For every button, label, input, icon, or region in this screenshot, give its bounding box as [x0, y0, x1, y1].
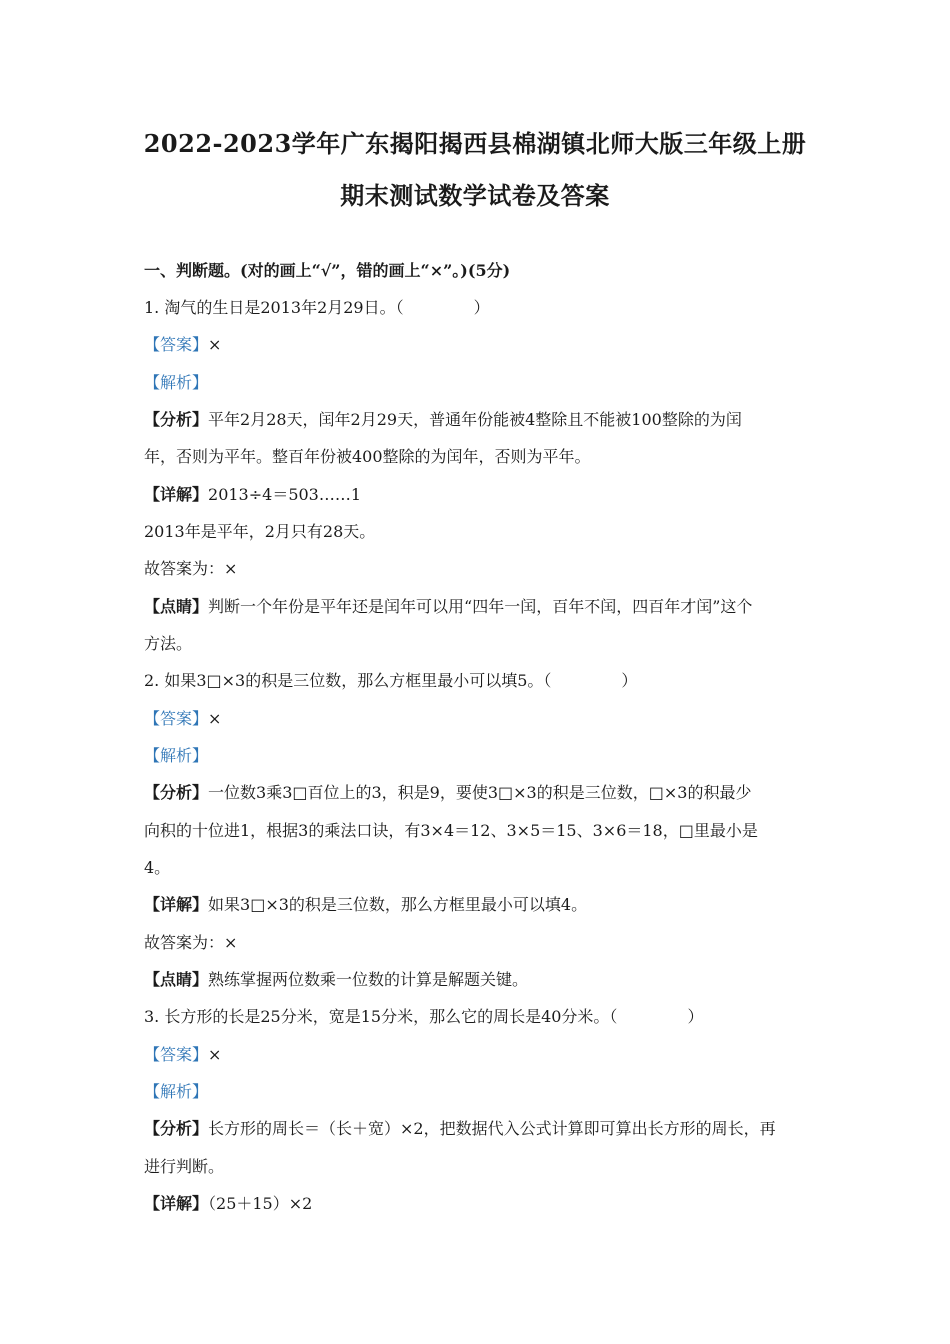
- text-span: 【点睛】: [144, 970, 209, 989]
- document-title-line1: 2022-2023学年广东揭阳揭西县棉湖镇北师大版三年级上册: [143, 129, 807, 158]
- text-span: 长方形的周长＝（长＋宽）×2，把数据代入公式计算即可算出长方形的周长，再: [208, 1119, 776, 1138]
- answer-tag: 【答案】: [144, 709, 209, 728]
- question-2-detail: [144, 894, 824, 916]
- text-span: ×: [208, 709, 222, 728]
- question-2-analysis-cont2: 4。: [144, 858, 171, 877]
- question-3-jiexi-tag: 【解析】: [144, 1082, 209, 1101]
- text-span: ）: [473, 298, 490, 317]
- text-span: 1. 淘气的生日是2013年2月29日。（: [144, 298, 404, 317]
- document-title-line2: 期末测试数学试卷及答案: [340, 181, 610, 210]
- question-2-jiexi-tag: 【解析】: [144, 746, 209, 765]
- question-1-conclusion: 故答案为：×: [144, 559, 238, 578]
- text-span: 熟练掌握两位数乘一位数的计算是解题关键。: [208, 970, 529, 989]
- question-2-analysis-cont: 向积的十位进1，根据3的乘法口诀，有3×4＝12、3×5＝15、3×6＝18，□里最小是: [144, 821, 758, 840]
- text-span: 2013÷4＝503……1: [208, 485, 362, 504]
- question-2-analysis: [144, 782, 824, 804]
- question-1-analysis: [144, 409, 824, 431]
- question-2-stem: [144, 670, 824, 692]
- question-1-jiexi-tag: 【解析】: [144, 373, 209, 392]
- question-3-stem: [144, 1006, 824, 1028]
- question-3-analysis: [144, 1118, 824, 1140]
- text-span: 【详解】: [144, 1194, 209, 1213]
- question-3-detail: [144, 1193, 824, 1215]
- text-span: 【点睛】: [144, 597, 209, 616]
- text-span: 判断一个年份是平年还是闰年可以用“四年一闰，百年不闰，四百年才闰”这个: [208, 597, 753, 616]
- question-2-answer: [144, 708, 824, 730]
- question-3-answer: [144, 1044, 824, 1066]
- text-span: 如果3□×3的积是三位数，那么方框里最小可以填4。: [208, 895, 588, 914]
- answer-tag: 【答案】: [144, 335, 209, 354]
- text-span: 【详解】: [144, 485, 209, 504]
- text-span: 2. 如果3□×3的积是三位数，那么方框里最小可以填5。（: [144, 671, 552, 690]
- question-1-comment-cont: 方法。: [144, 634, 193, 653]
- section-heading: 一、判断题。(对的画上“√”，错的画上“×”。)(5分): [144, 261, 511, 280]
- question-1-comment: [144, 596, 824, 618]
- text-span: ）: [687, 1007, 704, 1026]
- question-3-analysis-cont: 进行判断。: [144, 1157, 225, 1176]
- text-span: ×: [208, 1045, 222, 1064]
- question-1-answer: [144, 334, 824, 356]
- text-span: 3. 长方形的长是25分米，宽是15分米，那么它的周长是40分米。（: [144, 1007, 618, 1026]
- text-span: 【分析】: [144, 783, 209, 802]
- text-span: ×: [208, 335, 222, 354]
- question-1-stem: [144, 297, 824, 319]
- question-2-comment: [144, 969, 824, 991]
- text-span: （25＋15）×2: [208, 1194, 313, 1213]
- text-span: 【详解】: [144, 895, 209, 914]
- text-span: 【分析】: [144, 410, 209, 429]
- answer-tag: 【答案】: [144, 1045, 209, 1064]
- text-span: 平年2月28天，闰年2月29天，普通年份能被4整除且不能被100整除的为闰: [208, 410, 742, 429]
- text-span: ）: [621, 671, 638, 690]
- question-1-analysis-cont: 年，否则为平年。整百年份被400整除的为闰年，否则为平年。: [144, 447, 591, 466]
- question-2-conclusion: 故答案为：×: [144, 933, 238, 952]
- text-span: 【分析】: [144, 1119, 209, 1138]
- text-span: 一位数3乘3□百位上的3，积是9，要使3□×3的积是三位数，□×3的积最少: [208, 783, 752, 802]
- question-1-detail: [144, 484, 824, 506]
- question-1-detail-cont: 2013年是平年，2月只有28天。: [144, 522, 376, 541]
